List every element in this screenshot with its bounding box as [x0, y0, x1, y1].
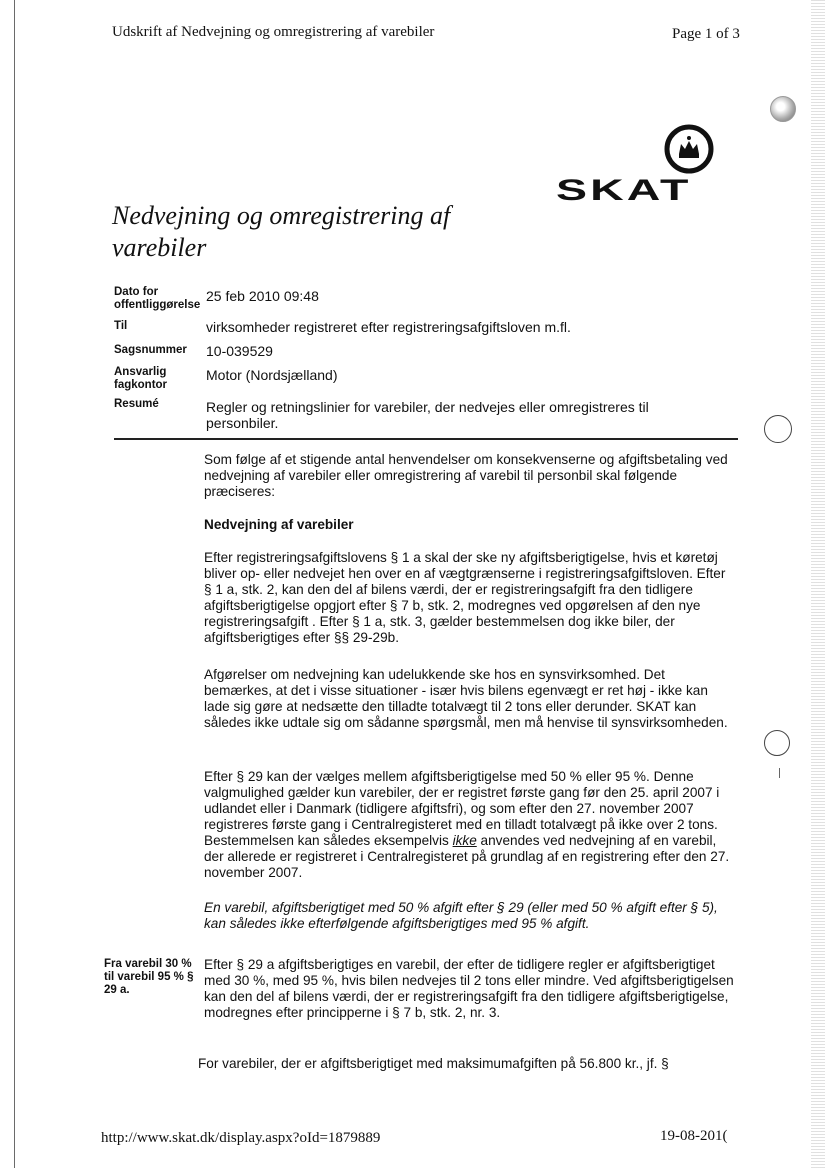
meta-value-to: virksomheder registreret efter registreringsafgiftsloven m.fl.	[206, 319, 571, 335]
paragraph-1-text: Efter registreringsafgiftslovens § 1 a skal der ske ny afgiftsberigtigelse, hvis et køretøj bliver op- eller nedvejet hen over en af vægtgrænserne i registreringsafgiftsloven. Efter § 1 a, stk. 2, kan den del af bilens værdi, der er registreringsafgift fra den tidligere afgiftsberigtigelse opgjort efter § 7 b, stk. 2, modregnes ved opgørelsen af den nye registreringsafgift . Efter § 1 a, stk. 3, gælder bestemmelsen dog ikke biler, der afgiftsberigtiges efter §§ 29-29b.	[204, 550, 726, 645]
scan-mark	[779, 768, 780, 778]
paragraph-3-part-a: Efter § 29 kan der vælges mellem afgiftsberigtigelse med 50 % eller 95 %. Denne valgmulighed gælder kun varebiler, der er registret første gang før den 25. april 2007 i udlandet eller i Danmark (tidligere afgiftsfri), og som efter den 27. november 2007 registreres første gang i Centralregisteret med en tilladt totalvægt på ikke over 2 tons. Bestemmelsen kan således eksempelvis	[204, 769, 720, 848]
page-indicator: Page 1 of 3	[672, 26, 740, 42]
meta-value-case-number: 10-039529	[206, 343, 273, 359]
side-note-label: Fra varebil 30 % til varebil 95 % § 29 a.	[104, 958, 194, 996]
meta-value-office: Motor (Nordsjælland)	[206, 367, 338, 383]
paragraph-5-text: Efter § 29 a afgiftsberigtiges en varebil, der efter de tidligere regler er afgiftsberigtiget med 30 %, med 95 %, hvis bilen nedvejes til 2 tons eller mindre. Ved afgiftsberigtigelsen kan den del af bilens værdi, der er registreringsafgift fra den tidligere afgiftsberigtigelse, modregnes efter principperne i § 7 b, stk. 2, nr. 3.	[204, 957, 734, 1020]
skat-wordmark: SKAT	[556, 174, 692, 207]
footer-print-date: 19-08-201(	[660, 1128, 728, 1144]
paragraph-3-text	[204, 769, 734, 881]
intro-text: Som følge af et stigende antal henvendelser om konsekvenserne og afgiftsbetaling ved nedvejning af varebiler eller omregistrering af varebil til personbil skal følgende præciseres:	[204, 452, 728, 499]
punch-hole	[764, 730, 790, 756]
meta-label-office: Ansvarlig fagkontor	[114, 366, 168, 391]
subheading-nedvejning: Nedvejning af varebiler	[204, 517, 354, 532]
paragraph-3-part-b: anvendes ved nedvejning af en varebil, der allerede er registreret i Centralregisteret på grundlag af en registrering efter den 27. november 2007.	[204, 833, 730, 880]
paragraph-2	[204, 667, 734, 731]
print-header-title: Udskrift af Nedvejning og omregistrering af varebiler	[112, 24, 435, 40]
footer-url-link[interactable]: http://www.skat.dk/display.aspx?oId=1879889	[101, 1130, 381, 1146]
meta-label-to: Til	[114, 320, 128, 332]
paragraph-5	[204, 957, 734, 1021]
crown-emblem-icon	[664, 124, 714, 174]
meta-label-case-number: Sagsnummer	[114, 344, 187, 356]
paragraph-3	[204, 769, 734, 881]
section-divider	[114, 438, 738, 440]
intro-paragraph	[204, 452, 734, 500]
meta-label-date: Dato for offentliggørelse	[114, 286, 201, 311]
meta-label-summary: Resumé	[114, 398, 159, 410]
paragraph-1	[204, 550, 734, 646]
meta-value-date: 25 feb 2010 09:48	[206, 288, 319, 304]
punch-hole	[764, 415, 792, 443]
paragraph-4-text: En varebil, afgiftsberigtiget med 50 % afgift efter § 29 (eller med 50 % afgift efter § 5), kan således ikke efterfølgende afgiftsberigtiges med 95 % afgift.	[204, 900, 718, 931]
meta-value-summary: Regler og retningslinier for varebiler, der nedvejes eller omregistreres til personbiler.	[206, 399, 649, 431]
paragraph-6-text: For varebiler, der er afgiftsberigtiget med maksimumafgiften på 56.800 kr., jf. §	[198, 1056, 669, 1071]
paragraph-2-text: Afgørelser om nedvejning kan udelukkende ske hos en synsvirksomhed. Det bemærkes, at det i visse situationer - især hvis bilens egenvægt er ret høj - ikke kan lade sig gøre at nedsætte den tilladte totalvægt til 2 tons eller derunder. SKAT kan således ikke udtale sig om sådanne spørgsmål, men må henvise til synsvirksomheden.	[204, 667, 728, 730]
scan-edge-left	[14, 0, 15, 1168]
paragraph-4	[204, 900, 734, 932]
paragraph-6	[198, 1056, 728, 1072]
scan-edge-right	[811, 0, 825, 1168]
document-title: Nedvejning og omregistrering af varebiler	[112, 201, 451, 262]
punch-hole-shaded	[770, 96, 796, 122]
emphasis-ikke: ikke	[452, 833, 477, 848]
